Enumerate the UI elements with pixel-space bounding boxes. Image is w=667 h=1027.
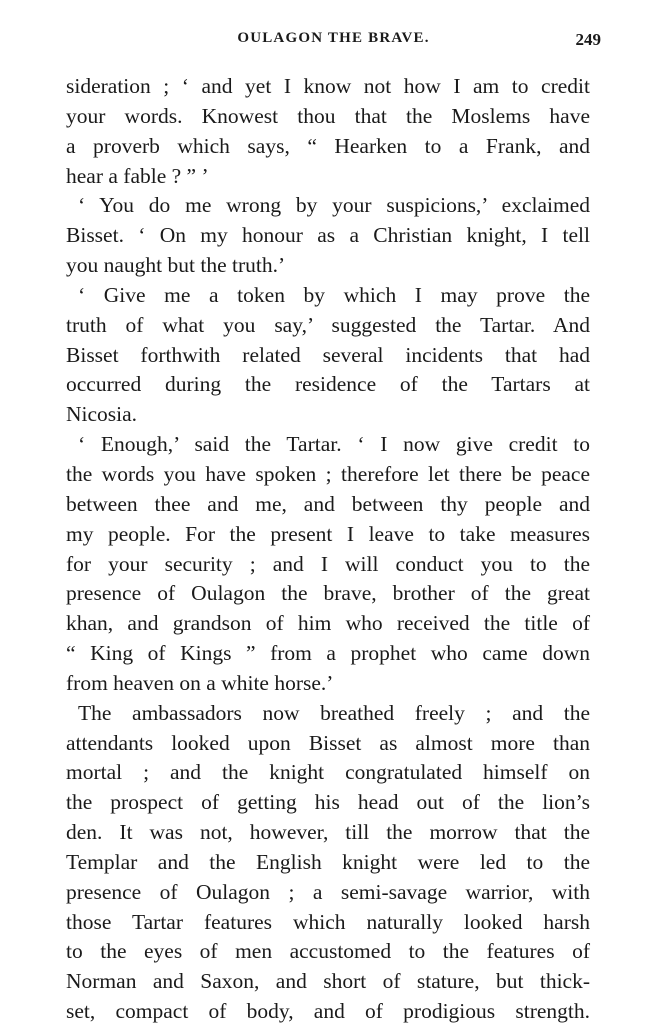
- running-head: [66, 30, 601, 54]
- text-line: my people. For the present I leave to take measures: [66, 521, 590, 546]
- text-line: attendants looked upon Bisset as almost more than: [66, 730, 590, 755]
- text-line: from heaven on a white horse.’: [66, 670, 334, 695]
- text-line: ‘ Give me a token by which I may prove the: [78, 282, 590, 307]
- text-line: den. It was not, however, till the morrow that the: [66, 820, 590, 845]
- text-line: mortal ; and the knight congratulated himself on: [66, 760, 590, 785]
- text-line: Norman and Saxon, and short of stature, but thick-: [66, 969, 590, 994]
- text-line: ‘ You do me wrong by your suspicions,’ exclaimed: [78, 193, 590, 218]
- text-line: occurred during the residence of the Tartars at: [66, 372, 590, 397]
- text-line: a proverb which says, “ Hearken to a Frank, and: [66, 133, 590, 158]
- text-line: set, compact of body, and of prodigious strength.: [66, 999, 590, 1024]
- text-line: hear a fable ? ” ’: [66, 163, 209, 188]
- text-line: presence of Oulagon ; a semi-savage warrior, with: [66, 879, 590, 904]
- text-line: Bisset forthwith related several incidents that had: [66, 342, 590, 367]
- text-line: “ King of Kings ” from a prophet who came down: [66, 641, 590, 666]
- text-line: the prospect of getting his head out of the lion’s: [66, 790, 590, 815]
- text-line: truth of what you say,’ suggested the Tartar. And: [66, 312, 590, 337]
- text-line: those Tartar features which naturally looked harsh: [66, 909, 590, 934]
- text-line: you naught but the truth.’: [66, 253, 286, 278]
- text-line: The ambassadors now breathed freely ; and the: [78, 700, 590, 725]
- text-line: presence of Oulagon the brave, brother of the great: [66, 581, 590, 606]
- text-line: Nicosia.: [66, 402, 138, 427]
- page-number: 249: [575, 30, 601, 49]
- text-line: sideration ; ‘ and yet I know not how I am to credit: [66, 74, 590, 98]
- text-line: khan, and grandson of him who received the title of: [66, 611, 590, 636]
- text-line: Templar and the English knight were led to the: [66, 849, 590, 874]
- text-line: the words you have spoken ; therefore let there be peace: [66, 461, 590, 486]
- text-line: ‘ Enough,’ said the Tartar. ‘ I now give credit to: [78, 432, 590, 457]
- running-title: OULAGON THE BRAVE.: [237, 30, 430, 46]
- body-text: [66, 72, 590, 1027]
- text-line: Bisset. ‘ On my honour as a Christian knight, I tell: [66, 223, 590, 248]
- text-line: to the eyes of men accustomed to the features of: [66, 939, 590, 964]
- text-line: your words. Knowest thou that the Moslems have: [66, 103, 590, 128]
- text-line: between thee and me, and between thy people and: [66, 491, 590, 516]
- text-line: for your security ; and I will conduct you to the: [66, 551, 590, 576]
